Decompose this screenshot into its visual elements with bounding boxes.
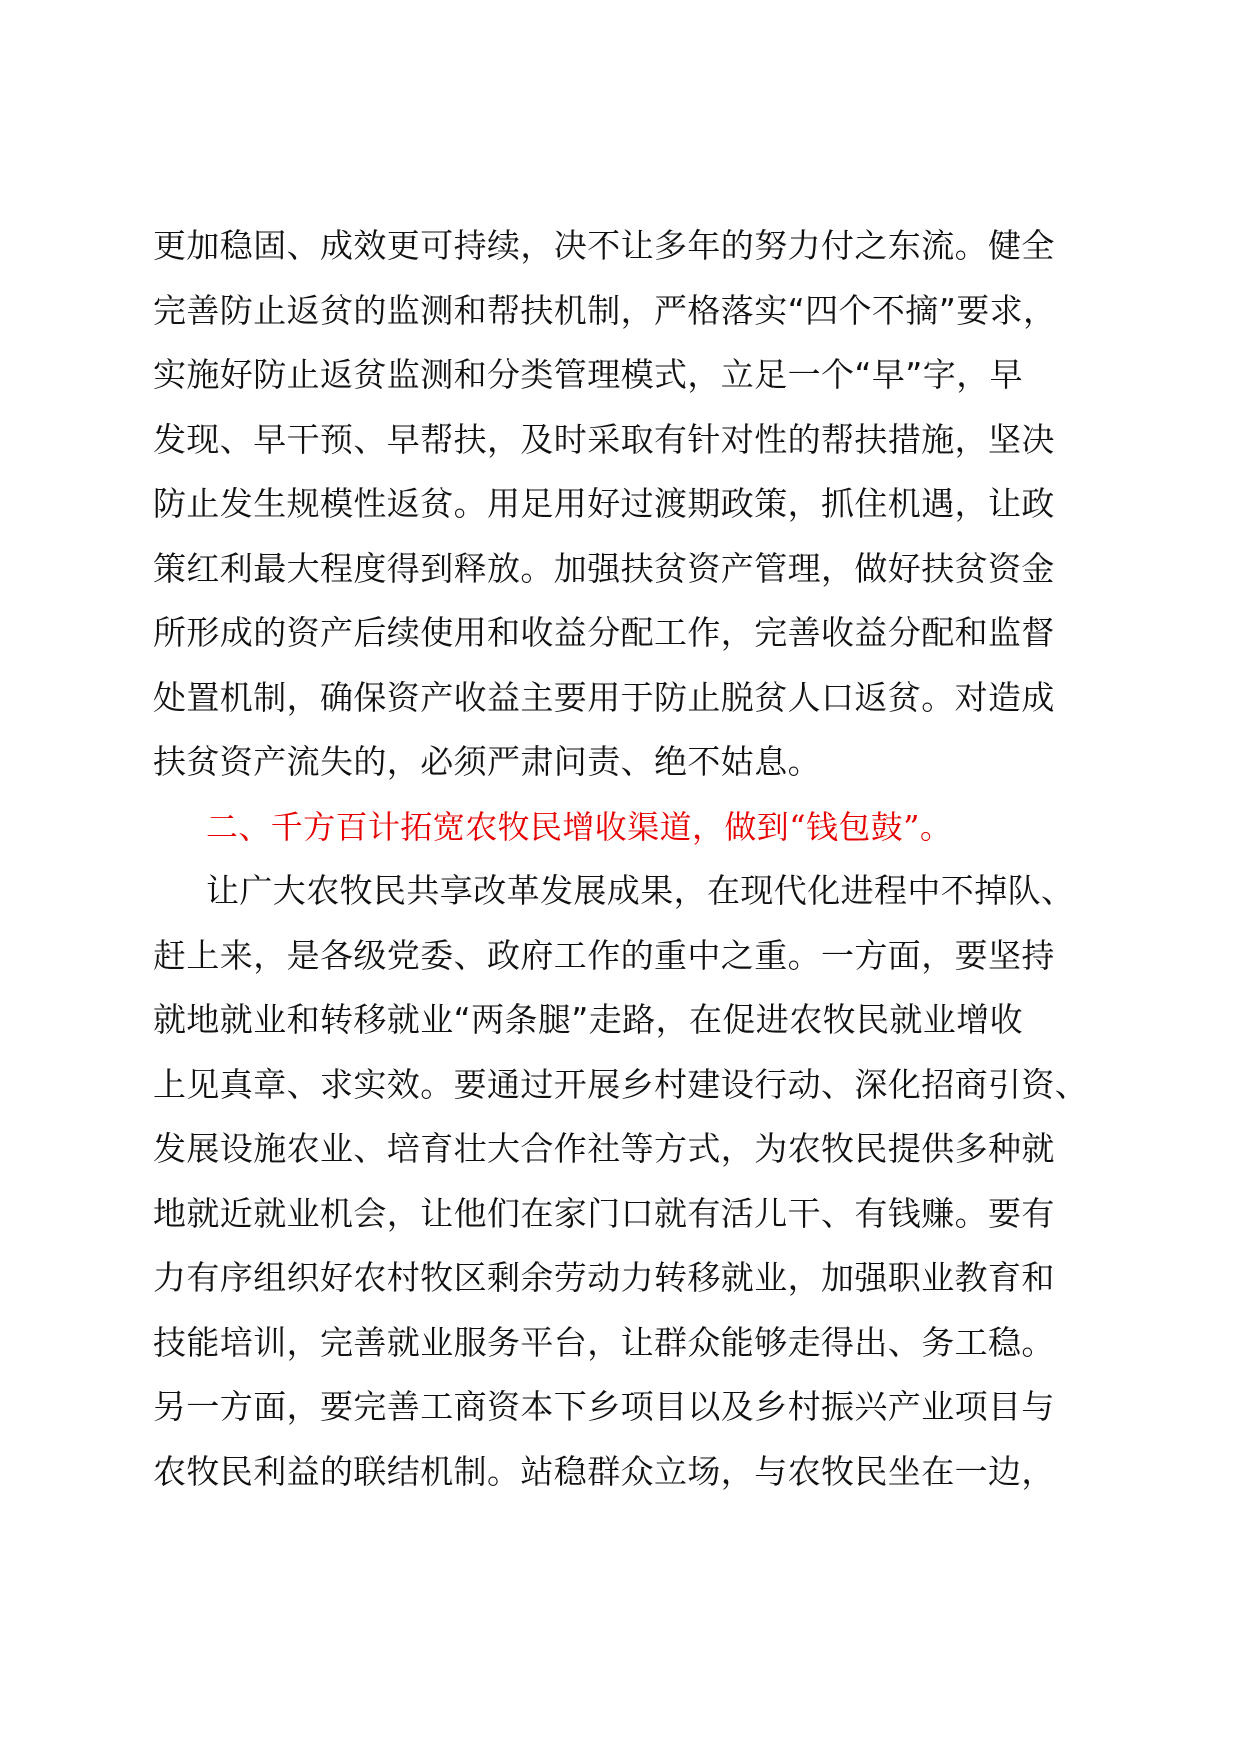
text-line: 地就近就业机会，让他们在家门口就有活儿干、有钱赚。要有 <box>153 1193 1055 1233</box>
section-heading: 二、千方百计拓宽农牧民增收渠道，做到“钱包鼓”。 <box>206 807 953 846</box>
text-line: 技能培训，完善就业服务平台，让群众能够走得出、务工稳。 <box>153 1322 1055 1362</box>
text-line: 所形成的资产后续使用和收益分配工作，完善收益分配和监督 <box>153 613 1055 652</box>
paragraph-continued <box>153 214 1111 795</box>
text-line: 实施好防止返贫监测和分类管理模式，立足一个“早”字，早 <box>153 355 1023 394</box>
text-line: 赶上来，是各级党委、政府工作的重中之重。一方面，要坚持 <box>153 935 1055 975</box>
text-line: 就地就业和转移就业“两条腿”走路，在促进农牧民就业增收 <box>153 1000 1023 1039</box>
text-line: 农牧民利益的联结机制。站稳群众立场，与农牧民坐在一边， <box>153 1451 1055 1491</box>
text-line: 策红利最大程度得到释放。加强扶贫资产管理，做好扶贫资金 <box>153 548 1055 588</box>
text-line: 完善防止返贫的监测和帮扶机制，严格落实“四个不摘”要求， <box>153 290 1057 330</box>
text-line: 发展设施农业、培育壮大合作社等方式，为农牧民提供多种就 <box>153 1129 1055 1168</box>
text-line: 更加稳固、成效更可持续，决不让多年的努力付之东流。健全 <box>153 226 1055 265</box>
text-line: 处置机制，确保资产收益主要用于防止脱贫人口返贫。对造成 <box>153 677 1055 717</box>
text-line: 防止发生规模性返贫。用足用好过渡期政策，抓住机遇，让政 <box>153 484 1055 523</box>
document-body <box>153 214 1111 1504</box>
text-line: 发现、早干预、早帮扶，及时采取有针对性的帮扶措施，坚决 <box>153 419 1055 459</box>
text-line: 另一方面，要完善工商资本下乡项目以及乡村振兴产业项目与 <box>153 1387 1055 1426</box>
paragraph-section-two <box>153 859 1111 1504</box>
text-line: 力有序组织好农村牧区剩余劳动力转移就业，加强职业教育和 <box>153 1258 1055 1297</box>
text-line: 让广大农牧民共享改革发展成果，在现代化进程中不掉队、 <box>206 871 1075 910</box>
text-line: 上见真章、求实效。要通过开展乡村建设行动、深化招商引资、 <box>153 1064 1089 1104</box>
text-line: 扶贫资产流失的，必须严肃问责、绝不姑息。 <box>153 742 821 781</box>
